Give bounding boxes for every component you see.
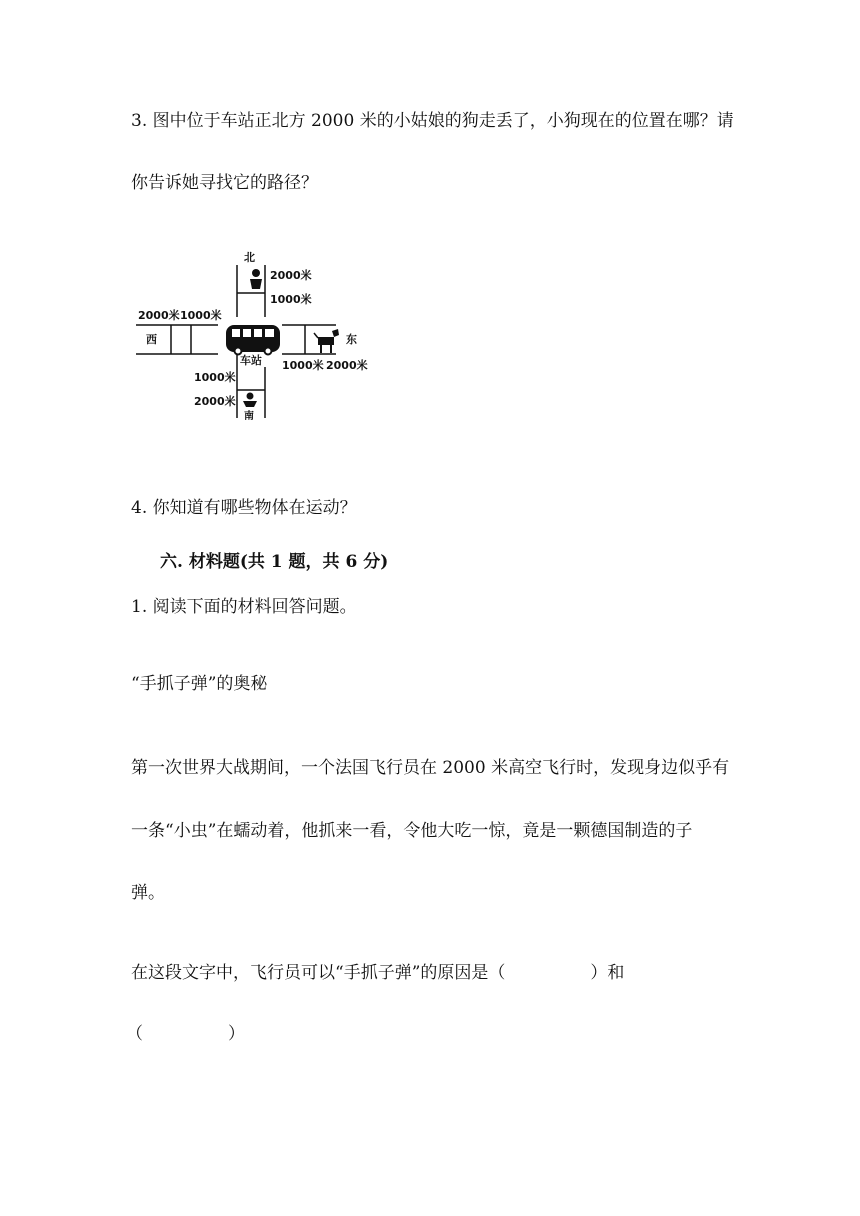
material-question-line-1: 在这段文字中，飞行员可以“手抓子弹”的原因是（ ）和 (131, 963, 625, 983)
south-near-label: 1000米 (194, 371, 236, 384)
west-near-label: 1000米 (180, 309, 222, 322)
east-far-label: 2000米 (326, 359, 368, 372)
material-paragraph-line-3: 弹。 (131, 883, 165, 903)
east-near-label: 1000米 (282, 359, 324, 372)
station-label: 车站 (240, 354, 262, 367)
material-question-1-prompt: 1. 阅读下面的材料回答问题。 (131, 597, 357, 617)
question-4: 4. 你知道有哪些物体在运动？ (131, 498, 357, 518)
north-far-label: 2000米 (270, 269, 312, 282)
direction-map-diagram (136, 245, 381, 420)
material-title: “手抓子弹”的奥秘 (131, 674, 268, 694)
south-far-label: 2000米 (194, 395, 236, 408)
section-6-heading: 六. 材料题(共 1 题，共 6 分) (160, 552, 389, 572)
material-paragraph-line-2: 一条“小虫”在蠕动着，他抓来一看，令他大吃一惊，竟是一颗德国制造的子 (131, 821, 693, 841)
girl-figure-icon (250, 269, 262, 289)
station-bus-icon (226, 325, 280, 355)
child-figure-icon (243, 393, 257, 408)
dog-icon (314, 329, 339, 353)
north-label: 北 (244, 251, 255, 264)
north-near-label: 1000米 (270, 293, 312, 306)
west-far-label: 2000米 (138, 309, 180, 322)
south-label: 南 (244, 411, 254, 420)
material-paragraph-line-1: 第一次世界大战期间，一个法国飞行员在 2000 米高空飞行时，发现身边似乎有 (131, 758, 730, 778)
question-3-line-2: 你告诉她寻找它的路径？ (131, 173, 318, 193)
west-label: 西 (146, 333, 157, 346)
east-label: 东 (346, 333, 357, 346)
question-3-line-1: 3. 图中位于车站正北方 2000 米的小姑娘的狗走丢了，小狗现在的位置在哪？请 (131, 111, 734, 131)
material-question-line-2: （ ） (126, 1024, 245, 1044)
